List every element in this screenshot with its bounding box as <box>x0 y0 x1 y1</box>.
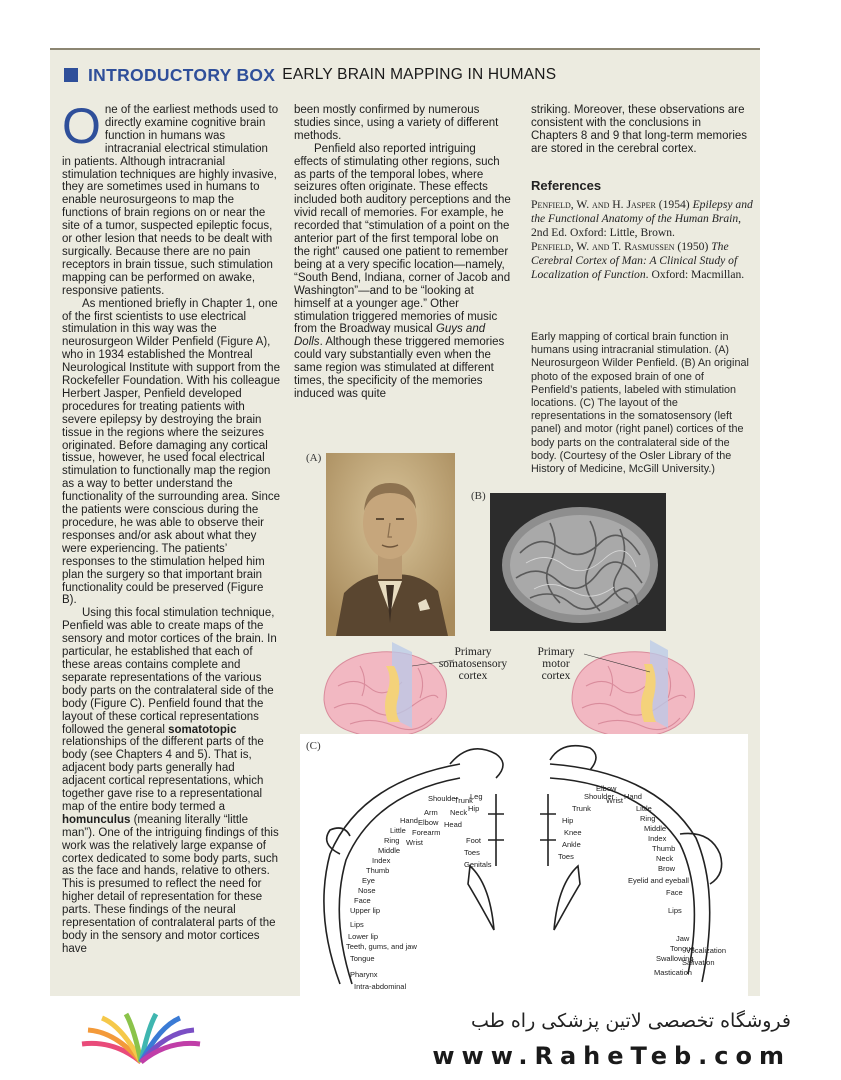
p3-text-c: (meaning literally “little man”). One of the intriguing findings of this work was the relatively large expanse of cortex dedicated to some body parts, such as the face and hands, relative to others. This is presumed to reflect the need for higher detail of representation for these parts. These findings of the neural representation of contralateral parts of the body in the sensory and motor cortices have <box>62 813 279 955</box>
sensory-label-hip: Hip <box>468 804 480 813</box>
figure-caption: Early mapping of cortical brain function in humans using intracranial stimulation. (A) Neurosurgeon Wilder Penfield. (B) An original photo of the exposed brain of one of Penfield’s patients, labeled with stimulation locations. (C) The layout of the representations in the somatosensory (left panel) and motor (right panel) cortices of the body parts on the contralateral side of the body. (Courtesy of the Osler Library of the History of Medicine, McGill University.) <box>531 331 749 476</box>
motor-label-brow: Brow <box>658 864 676 873</box>
motor-label-salivation: Salivation <box>682 958 715 967</box>
sensory-label-upper-lip: Upper lip <box>350 906 381 915</box>
sensory-label-face: Face <box>354 896 371 905</box>
box-title: EARLY BRAIN MAPPING IN HUMANS <box>282 66 557 83</box>
p5-text-b: . Although these triggered memories could vary substantially even when the same region was stimulated at different times, the specificity of the memories induced was quite <box>294 336 505 400</box>
motor-label-shoulder: Shoulder <box>584 792 615 801</box>
ref1-authors: Penfield, W. and H. Jasper <box>531 198 656 211</box>
sensory-label-intra-abdominal: Intra-abdominal <box>354 982 407 991</box>
ref2-year: (1950) <box>674 240 712 253</box>
sensory-label-teeth: Teeth, gums, and jaw <box>346 942 417 951</box>
motor-label-swallowing: Swallowing <box>656 954 694 963</box>
sensory-label-index: Index <box>372 856 391 865</box>
motor-label-vocalization: Vocalization <box>686 946 727 955</box>
sensory-label-lower-lip: Lower lip <box>348 932 379 941</box>
sensory-label-wrist: Wrist <box>406 838 423 847</box>
box-header <box>64 64 556 86</box>
motor-label-line-1: Primary <box>537 646 575 658</box>
sensory-label-lips: Lips <box>350 920 364 929</box>
reference-1 <box>531 198 756 240</box>
paragraph-3 <box>62 607 280 955</box>
footer-banner <box>0 996 841 1080</box>
sensory-label-genitals: Genitals <box>464 860 492 869</box>
sensory-label-pharynx: Pharynx <box>350 970 378 979</box>
term-somatotopic: somatotopic <box>168 723 237 736</box>
figure-label-a: (A) <box>306 452 322 464</box>
figure-label-c: (C) <box>306 740 321 752</box>
top-rule <box>50 48 760 50</box>
text-column-1 <box>62 98 280 956</box>
book-logo-icon <box>74 1010 208 1068</box>
sensory-label-head: Head <box>444 820 462 829</box>
website-url[interactable]: www.RaheTeb.com <box>432 1042 791 1070</box>
motor-label-index: Index <box>648 834 667 843</box>
term-homunculus: homunculus <box>62 813 131 826</box>
sensory-label-shoulder: Shoulder <box>428 794 459 803</box>
motor-label-ankle: Ankle <box>562 840 581 849</box>
sensory-label-nose: Nose <box>358 886 376 895</box>
sensory-label-forearm: Forearm <box>412 828 441 837</box>
sensory-label-trunk: Trunk <box>454 796 473 805</box>
motor-label-line-3: cortex <box>541 670 571 682</box>
motor-label-eyelid: Eyelid and eyeball <box>628 876 689 885</box>
motor-brain-illustration <box>564 636 702 748</box>
sensory-label-elbow: Elbow <box>418 818 439 827</box>
ref2-publisher: . Oxford: Macmillan. <box>645 268 745 281</box>
motor-label-middle: Middle <box>644 824 667 833</box>
sensory-label-eye: Eye <box>362 876 375 885</box>
drop-cap: O <box>62 98 101 154</box>
motor-label-thumb: Thumb <box>652 844 676 853</box>
motor-label-hand: Hand <box>624 792 642 801</box>
sensory-label-toes: Toes <box>464 848 480 857</box>
motor-label-tongue: Tongue <box>670 944 695 953</box>
sensory-label-neck: Neck <box>450 808 468 817</box>
paragraph-5 <box>294 143 512 401</box>
reference-2 <box>531 240 756 282</box>
paragraph-1 <box>62 98 280 298</box>
penfield-portrait-photo <box>326 453 455 636</box>
ref1-publisher: , 2nd Ed. Oxford: Little, Brown. <box>531 212 742 239</box>
references-heading: References <box>531 178 602 193</box>
text-column-2 <box>294 104 512 401</box>
motor-label-mastication: Mastication <box>654 968 692 977</box>
intro-box <box>50 48 760 996</box>
p3-text-a: Using this focal stimulation technique, Penfield was able to create maps of the sensory and motor cortices of the brain. In particular, he established that each of these areas contains complete and separate representations of the various body parts on the contralateral side of the body (Figure C). Penfield found that the layout of these cortical representations followed the general <box>62 607 277 736</box>
store-name: فروشگاه تخصصی لاتین پزشکی راه طب <box>471 1010 791 1032</box>
header-square-icon <box>64 68 78 82</box>
p3-text-b: relationships of the different parts of the body (see Chapters 4 and 5). That is, adjacent body parts generally had adjacent cortical representations, which together gave rise to a representational map of the entire body termed a <box>62 736 264 813</box>
somatosensory-label-line-1: Primary <box>454 646 492 658</box>
sensory-label-foot: Foot <box>466 836 482 845</box>
p5-text-a: Penfield also reported intriguing effects of stimulating other regions, such as parts of the temporal lobes, where seizures often originate. These effects included both auditory perceptions and the vivid recall of memories. For example, he recorded that “stimulation of a point on the anterior part of the first temporal lobe on the right” caused one patient to remember being at a very specific location—namely, “South Bend, Indiana, corner of Jacob and Washington”—and to be “looking at himself at a younger age.” Other stimulation triggered memories of music from the Broadway musical <box>294 142 511 336</box>
motor-label-jaw: Jaw <box>676 934 690 943</box>
sensory-label-arm: Arm <box>424 808 438 817</box>
homunculus-figure <box>300 734 748 996</box>
somatosensory-label-line-3: cortex <box>458 670 488 682</box>
motor-label-knee: Knee <box>564 828 582 837</box>
sensory-label-ring: Ring <box>384 836 400 845</box>
paragraph-1-text: ne of the earliest methods used to directly examine cognitive brain function in humans was intracranial electrical stimulation in patients. Although intracranial stimulation techniques are highly invasive, they are sometimes used in humans to enable neurosurgeons to map the functions of brain regions on or near the site of a tumor, suspected epileptic focus, or other lesion that needs to be dealt with surgically. Because there are no pain receptors in brain tissue, such stimulation mapping can be performed on awake, responsive patients. <box>62 104 279 297</box>
paragraph-2: As mentioned briefly in Chapter 1, one of the first scientists to use electrical stimulation in this way was the neurosurgeon Wilder Penfield (Figure A), who in 1934 established the Montreal Neurological Institute with support from the Rockefeller Foundation. With his colleague Herbert Jasper, Penfield developed procedures for treating patients with severe epilepsy by destroying the brain tissue in the regions where the seizures originated. Before damaging any cortical tissue, however, he used focal electrical stimulation to functionally map the region as a way to better understand the functionality of the surrounding area. Since the patients were conscious during the procedure, he was able to observe their responses and/or ask about what they were experiencing. The patients’ responses to the stimulation helped him plan the surgery so that important brain functionality could be preserved (Figure B). <box>62 297 280 607</box>
paragraph-4: been mostly confirmed by numerous studies since, using a variety of different methods. <box>294 104 499 142</box>
motor-label-trunk: Trunk <box>572 804 591 813</box>
motor-label-ring: Ring <box>640 814 656 823</box>
sensory-label-tongue: Tongue <box>350 954 375 963</box>
ref2-title: The Cerebral Cortex of Man: A Clinical Study of Localization of Function <box>531 240 738 281</box>
motor-label-toes: Toes <box>558 852 574 861</box>
somatosensory-label-line-2: somatosensory <box>438 658 508 670</box>
text-column-3 <box>531 104 749 156</box>
ref1-year: (1954) <box>655 198 693 211</box>
paragraph-6: striking. Moreover, these observations are consistent with the conclusions in Chapters 8 and 9 that long-term memories are stored in the cerebral cortex. <box>531 104 748 155</box>
somatosensory-label <box>430 646 516 682</box>
motor-label-little: Little <box>636 804 652 813</box>
sensory-label-middle: Middle <box>378 846 401 855</box>
figure-label-b: (B) <box>471 490 486 502</box>
motor-label-lips: Lips <box>668 906 682 915</box>
motor-label-line-2: motor <box>542 658 570 670</box>
box-kicker: INTRODUCTORY BOX <box>88 64 276 85</box>
musical-title: Guys and Dolls <box>294 323 486 349</box>
sensory-label-thumb: Thumb <box>366 866 390 875</box>
sensory-label-little: Little <box>390 826 406 835</box>
sensory-label-hand: Hand <box>400 816 418 825</box>
motor-label-elbow: Elbow <box>596 784 617 793</box>
motor-label-hip: Hip <box>562 816 574 825</box>
motor-label-wrist: Wrist <box>606 796 623 805</box>
exposed-brain-photo <box>490 493 666 631</box>
ref2-authors: Penfield, W. and T. Rasmussen <box>531 240 675 253</box>
motor-label <box>528 646 584 682</box>
motor-label-face: Face <box>666 888 683 897</box>
sensory-label-leg: Leg <box>470 792 483 801</box>
ref1-title: Epilepsy and the Functional Anatomy of the Human Brain <box>531 198 753 225</box>
motor-label-neck: Neck <box>656 854 674 863</box>
